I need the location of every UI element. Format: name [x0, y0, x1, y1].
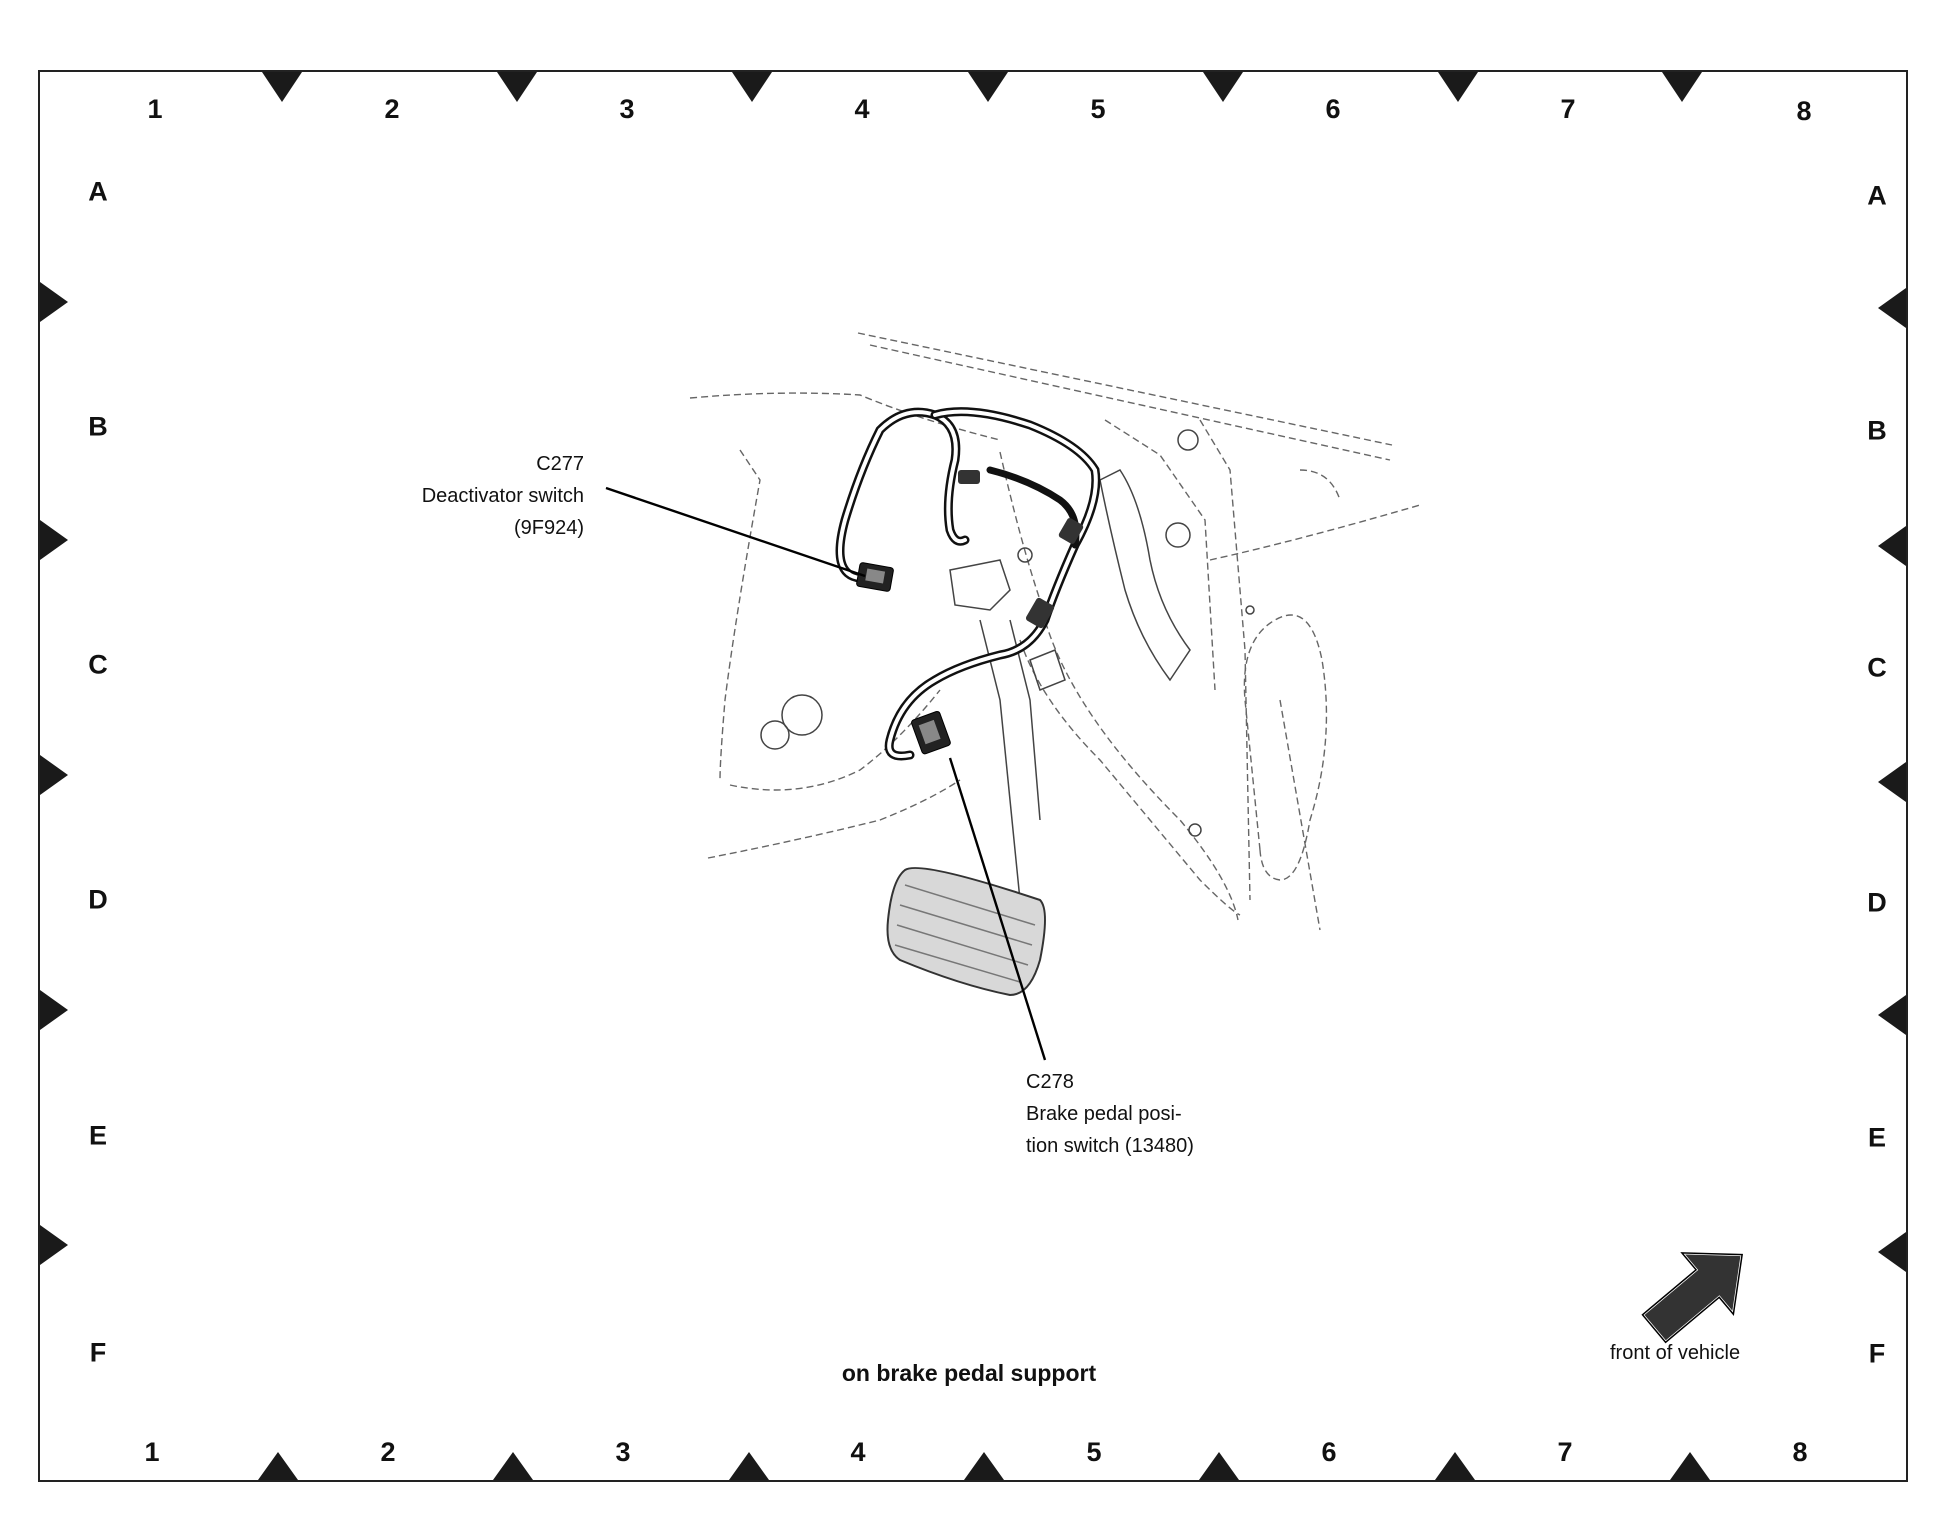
mount-hole-2: [761, 721, 789, 749]
callout-c277-line1: Deactivator switch: [421, 485, 584, 507]
row-label-left-E: E: [88, 1120, 108, 1151]
col-label-top-3: 3: [619, 94, 635, 124]
col-label-top-5: 5: [1090, 94, 1106, 124]
tick-right-2: [1878, 526, 1906, 566]
tick-right-4: [1878, 995, 1906, 1035]
bolt-3: [1246, 606, 1254, 614]
row-label-right-A: A: [1867, 180, 1887, 211]
col-label-bottom-3: 3: [615, 1437, 631, 1467]
col-label-top-2: 2: [384, 94, 400, 124]
grid-tick-marks: [40, 72, 1906, 1480]
tick-top-7: [1662, 72, 1702, 102]
tick-right-3: [1878, 762, 1906, 802]
tick-top-2: [497, 72, 537, 102]
col-label-top-4: 4: [854, 94, 870, 124]
row-label-left-C: C: [88, 649, 108, 680]
harness-clip-3: [958, 470, 980, 484]
vehicle-structure: [690, 333, 1420, 930]
callout-c278: [1026, 1066, 1194, 1162]
tick-left-3: [40, 755, 68, 795]
row-label-left-B: B: [88, 411, 108, 442]
row-label-right-F: F: [1868, 1338, 1886, 1369]
harness-main: [840, 412, 965, 578]
callout-c278-line2: tion switch (13480): [1026, 1135, 1194, 1157]
callout-c278-line1: Brake pedal posi-: [1026, 1103, 1182, 1125]
tick-bottom-1: [258, 1452, 298, 1480]
front-of-vehicle-label: front of vehicle: [1610, 1342, 1741, 1364]
callout-c277: [422, 448, 584, 544]
tick-bottom-4: [964, 1452, 1004, 1480]
col-label-bottom-2: 2: [380, 1437, 396, 1467]
harness-upper: [889, 412, 1096, 756]
tick-top-6: [1438, 72, 1478, 102]
connectors: [856, 470, 1084, 755]
col-label-bottom-1: 1: [144, 1437, 160, 1467]
tick-top-1: [262, 72, 302, 102]
col-label-top-8: 8: [1796, 96, 1812, 126]
tick-left-5: [40, 1225, 68, 1265]
arrow-icon: [1628, 1224, 1768, 1359]
callout-c277-connector: C277: [536, 453, 584, 475]
tick-left-2: [40, 520, 68, 560]
col-label-bottom-5: 5: [1086, 1437, 1102, 1467]
row-label-left-F: F: [89, 1337, 107, 1368]
leader-c277: [606, 488, 865, 576]
col-label-top-1: 1: [147, 94, 163, 124]
tick-left-1: [40, 282, 68, 322]
col-label-bottom-6: 6: [1321, 1437, 1337, 1467]
callout-c278-connector: C278: [1026, 1071, 1074, 1093]
col-label-top-6: 6: [1325, 94, 1341, 124]
col-label-bottom-4: 4: [850, 1437, 866, 1467]
tick-bottom-6: [1435, 1452, 1475, 1480]
sensor-body: [1030, 650, 1065, 690]
brake-pedal-pad: [888, 868, 1046, 995]
col-label-bottom-7: 7: [1557, 1437, 1573, 1467]
diagram-caption: on brake pedal support: [841, 1360, 1097, 1386]
switch-body: [950, 560, 1010, 610]
bolt-4: [1178, 430, 1198, 450]
col-label-bottom-8: 8: [1792, 1437, 1808, 1467]
col-label-top-7: 7: [1560, 94, 1576, 124]
tick-left-4: [40, 990, 68, 1030]
tick-top-4: [968, 72, 1008, 102]
tick-bottom-5: [1199, 1452, 1239, 1480]
row-label-right-B: B: [1867, 415, 1887, 446]
row-label-left-D: D: [88, 884, 108, 915]
tick-bottom-2: [493, 1452, 533, 1480]
row-label-left-A: A: [88, 176, 108, 207]
row-label-right-D: D: [1867, 887, 1887, 918]
tick-right-5: [1878, 1232, 1906, 1272]
tick-bottom-7: [1670, 1452, 1710, 1480]
callout-c277-line2: (9F924): [513, 517, 584, 539]
bolt-2: [1189, 824, 1201, 836]
component-outlines: [761, 430, 1254, 900]
tick-top-5: [1203, 72, 1243, 102]
row-label-right-C: C: [1867, 652, 1887, 683]
mount-hole-3: [1166, 523, 1190, 547]
tick-right-1: [1878, 288, 1906, 328]
tick-top-3: [732, 72, 772, 102]
tick-bottom-3: [729, 1452, 769, 1480]
row-label-right-E: E: [1867, 1122, 1887, 1153]
bracket-outline: [1100, 470, 1190, 680]
